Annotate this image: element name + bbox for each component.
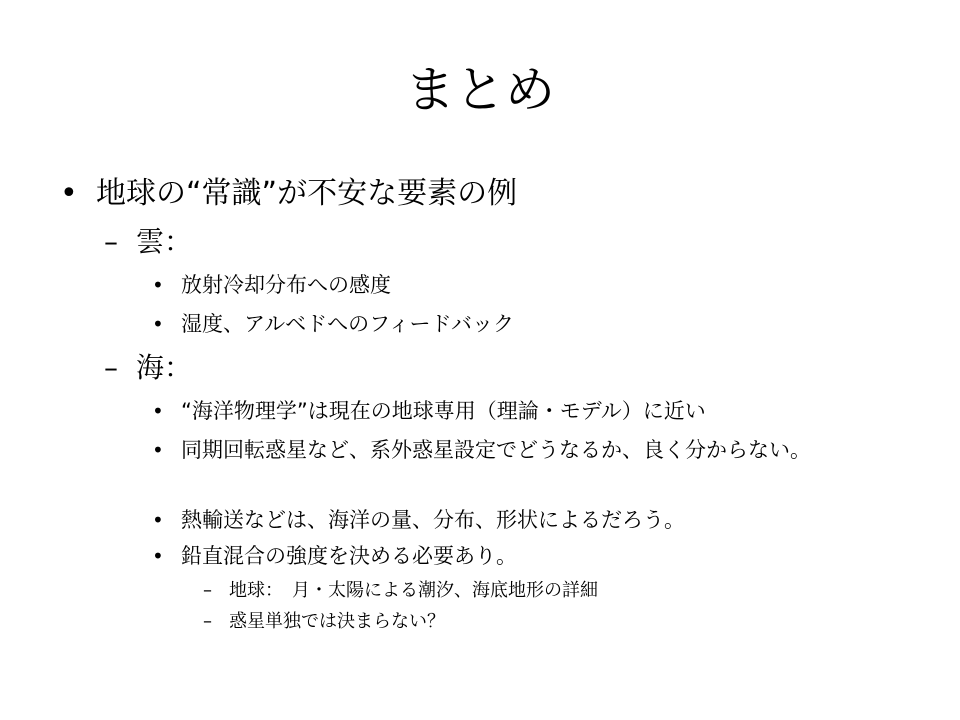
bullet-marker: • [152, 544, 164, 568]
ocean-item: 鉛直混合の強度を決める必要あり。 [181, 544, 517, 568]
dash-marker: – [203, 580, 212, 601]
clouds-heading: 雲： [136, 225, 193, 258]
main-point: 地球の“常識”が不安な要素の例 [96, 176, 518, 211]
bullet-marker: • [152, 438, 164, 462]
dash-marker: – [203, 611, 212, 632]
bullet-marker: • [152, 508, 164, 532]
dash-marker: – [104, 225, 118, 258]
ocean-item: 熱輸送などは、海洋の量、分布、形状によるだろう。 [181, 508, 685, 532]
bullet-marker: • [152, 312, 164, 336]
bullet-marker: • [152, 399, 164, 423]
bullet-marker: • [152, 273, 164, 297]
ocean-sub-item: 惑星単独では決まらない？ [229, 611, 445, 632]
ocean-sub-item: 地球： 月・太陽による潮汐、海底地形の詳細 [229, 580, 598, 601]
bullet-marker: • [60, 176, 78, 211]
ocean-item: 同期回転惑星など、系外惑星設定でどうなるか、良く分からない。 [181, 438, 811, 462]
dash-marker: – [104, 351, 118, 384]
clouds-item: 放射冷却分布への感度 [181, 273, 391, 297]
slide-title: まとめ [405, 61, 555, 119]
clouds-item: 湿度、アルベドへのフィードバック [181, 312, 515, 336]
ocean-heading: 海： [136, 351, 193, 384]
ocean-item: “海洋物理学”は現在の地球専用（理論・モデル）に近い [181, 399, 706, 423]
